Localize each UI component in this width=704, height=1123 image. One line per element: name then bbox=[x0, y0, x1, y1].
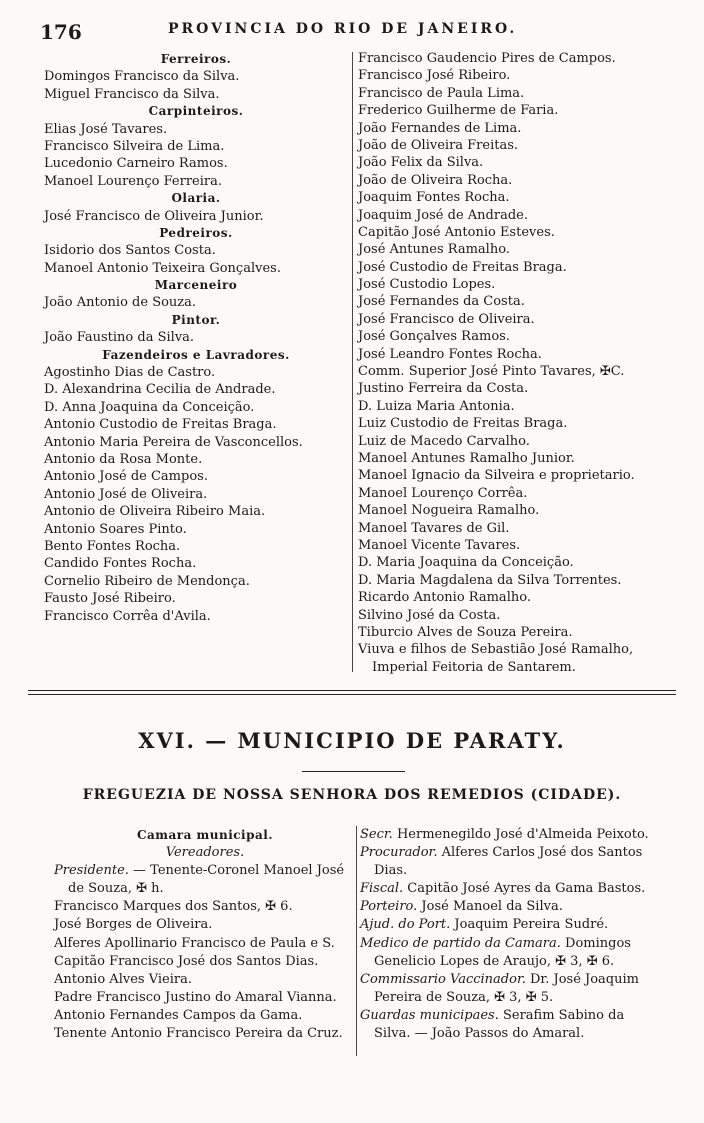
entry-label: Commissario Vaccinador. bbox=[360, 971, 526, 987]
labelled-entry bbox=[360, 916, 672, 934]
column-divider bbox=[352, 52, 353, 672]
list-item: Alferes Apollinario Francisco de Paula e S. bbox=[54, 935, 335, 951]
list-item: Antonio Fernandes Campos da Gama. bbox=[54, 1007, 303, 1023]
entry-continuation: Silva. — João Passos do Amaral. bbox=[374, 1026, 585, 1042]
list-item: Candido Fontes Rocha. bbox=[44, 556, 197, 572]
list-item: Antonio Alves Vieira. bbox=[54, 971, 192, 987]
section-heading: Carpinteiros. bbox=[148, 104, 244, 119]
list-item: José Borges de Oliveira. bbox=[54, 917, 213, 933]
list-item: Francisco Corrêa d'Avila. bbox=[44, 608, 211, 624]
entry-label: Porteiro. bbox=[360, 899, 418, 915]
entry-text: Capitão José Ayres da Gama Bastos. bbox=[403, 881, 646, 897]
labelled-entry bbox=[360, 880, 672, 898]
labelled-entry bbox=[360, 844, 672, 862]
entry-label: Ajud. do Port. bbox=[360, 917, 451, 933]
list-item: Elias José Tavares. bbox=[44, 121, 168, 137]
entry-label: Secr. bbox=[360, 827, 393, 842]
entry-continuation: Imperial Feitoria de Santarem. bbox=[372, 659, 576, 675]
list-item: João Felix da Silva. bbox=[358, 155, 484, 171]
list-item: João de Oliveira Freitas. bbox=[358, 137, 519, 153]
list-item: Manoel Lourenço Corrêa. bbox=[358, 485, 528, 501]
entry-label: Guardas municipaes. bbox=[360, 1007, 499, 1023]
list-item: Capitão Francisco José dos Santos Dias. bbox=[54, 953, 319, 969]
list-item: Joaquim Fontes Rocha. bbox=[358, 190, 510, 206]
list-item: Antonio Soares Pinto. bbox=[44, 521, 187, 537]
page-number: 176 bbox=[40, 20, 82, 44]
list-item: Fausto José Ribeiro. bbox=[44, 591, 176, 607]
list-item: José Fernandes da Costa. bbox=[358, 294, 525, 310]
list-item: José Custodio Lopes. bbox=[358, 277, 496, 293]
list-item: Manoel Nogueira Ramalho. bbox=[358, 503, 540, 519]
list-item: Capitão José Antonio Esteves. bbox=[358, 224, 555, 240]
list-item: Tiburcio Alves de Souza Pereira. bbox=[358, 624, 573, 640]
section-heading: Olaria. bbox=[171, 191, 221, 206]
entry-label: Medico de partido da Camara. bbox=[360, 935, 561, 951]
section-title: XVI. — MUNICIPIO DE PARATY. bbox=[138, 728, 566, 753]
list-item: Bento Fontes Rocha. bbox=[44, 538, 181, 554]
column-divider-lower bbox=[356, 826, 357, 1056]
entry-text: José Manoel da Silva. bbox=[417, 899, 563, 915]
list-item: Ricardo Antonio Ramalho. bbox=[358, 590, 531, 606]
list-item: Isidorio dos Santos Costa. bbox=[44, 243, 216, 259]
list-item: Manoel Antunes Ramalho Junior. bbox=[358, 450, 575, 466]
entry-text: Hermenegildo José d'Almeida Peixoto. bbox=[392, 827, 649, 842]
section-heading: Pedreiros. bbox=[159, 225, 233, 240]
council-left-column bbox=[54, 826, 356, 1043]
list-item: José Antunes Ramalho. bbox=[358, 242, 510, 258]
title-underline bbox=[302, 771, 405, 772]
list-item: D. Maria Magdalena da Silva Torrentes. bbox=[358, 572, 622, 588]
list-item: Antonio Custodio de Freitas Braga. bbox=[44, 417, 277, 433]
labelled-entry bbox=[360, 898, 672, 916]
entry-text: Alferes Carlos José dos Santos bbox=[437, 845, 643, 861]
list-item: Tenente Antonio Francisco Pereira da Cruz. bbox=[54, 1026, 343, 1042]
list-item: Antonio José de Oliveira. bbox=[44, 486, 208, 502]
list-item: D. Anna Joaquina da Conceição. bbox=[44, 399, 255, 415]
list-item: Francisco Gaudencio Pires de Campos. bbox=[358, 51, 616, 66]
list-item: José Francisco de Oliveira Junior. bbox=[44, 208, 264, 224]
entry-continuation: Pereira de Souza, ✠ 3, ✠ 5. bbox=[374, 989, 554, 1005]
section-heading: Marceneiro bbox=[154, 278, 238, 293]
list-item: Silvino José da Costa. bbox=[358, 607, 501, 623]
entry-label: Presidente. bbox=[54, 863, 129, 879]
entry-text: Joaquim Pereira Sudré. bbox=[450, 917, 609, 933]
list-item: João de Oliveira Rocha. bbox=[358, 172, 513, 188]
list-item: Francisco José Ribeiro. bbox=[358, 68, 511, 84]
list-item: João Faustino da Silva. bbox=[44, 330, 195, 346]
parish-heading: FREGUEZIA DE NOSSA SENHORA DOS REMEDIOS (CIDADE). bbox=[82, 787, 622, 803]
entry-text: Domingos bbox=[560, 935, 631, 951]
section-heading: Fazendeiros e Lavradores. bbox=[102, 347, 290, 362]
list-item: Lucedonio Carneiro Ramos. bbox=[44, 156, 228, 172]
list-item: Manoel Antonio Teixeira Gonçalves. bbox=[44, 260, 281, 276]
list-item: João Fernandes de Lima. bbox=[358, 120, 522, 136]
list-item: D. Luiza Maria Antonia. bbox=[358, 398, 515, 414]
list-item: D. Maria Joaquina da Conceição. bbox=[358, 555, 574, 571]
list-item: Antonio José de Campos. bbox=[44, 469, 208, 485]
list-item: Francisco Silveira de Lima. bbox=[44, 138, 225, 154]
list-item: Francisco Marques dos Santos, ✠ 6. bbox=[54, 899, 293, 915]
list-item: Manoel Lourenço Ferreira. bbox=[44, 173, 222, 189]
entry-text: Dr. José Joaquim bbox=[525, 971, 639, 987]
labelled-entry bbox=[54, 862, 356, 880]
list-item: Francisco de Paula Lima. bbox=[358, 85, 525, 101]
entry-text: — Tenente-Coronel Manoel José bbox=[128, 863, 345, 879]
list-item: Manoel Tavares de Gil. bbox=[358, 520, 510, 536]
list-item: Luiz de Macedo Carvalho. bbox=[358, 433, 530, 449]
entry-continuation: Dias. bbox=[374, 863, 408, 879]
list-item: Viuva e filhos de Sebastião José Ramalho, bbox=[358, 642, 634, 658]
sub-heading: Vereadores. bbox=[165, 845, 245, 861]
list-item: José Gonçalves Ramos. bbox=[358, 329, 510, 345]
entry-label: Fiscal. bbox=[360, 881, 404, 897]
entry-continuation: de Souza, ✠ h. bbox=[68, 881, 164, 897]
list-item: D. Alexandrina Cecilia de Andrade. bbox=[44, 382, 276, 398]
list-item: Justino Ferreira da Costa. bbox=[358, 381, 529, 397]
list-item: Frederico Guilherme de Faria. bbox=[358, 103, 559, 119]
running-head: PROVINCIA DO RIO DE JANEIRO. bbox=[168, 21, 518, 37]
list-item: Agostinho Dias de Castro. bbox=[44, 365, 216, 381]
list-item: Manoel Vicente Tavares. bbox=[358, 537, 521, 553]
entry-continuation: Genelicio Lopes de Araujo, ✠ 3, ✠ 6. bbox=[374, 953, 615, 969]
labelled-entry bbox=[360, 1007, 672, 1025]
labelled-entry bbox=[360, 826, 672, 844]
council-right-column bbox=[360, 826, 672, 1043]
labelled-entry bbox=[360, 935, 672, 953]
list-item: João Antonio de Souza. bbox=[44, 295, 197, 311]
entry-text: Serafim Sabino da bbox=[498, 1007, 625, 1023]
list-item: Cornelio Ribeiro de Mendonça. bbox=[44, 573, 250, 589]
list-item: José Francisco de Oliveira. bbox=[358, 311, 535, 327]
list-item: Padre Francisco Justino do Amaral Vianna. bbox=[54, 989, 337, 1005]
list-item: Antonio da Rosa Monte. bbox=[44, 451, 203, 467]
section-heading: Pintor. bbox=[171, 312, 221, 327]
list-item: Manoel Ignacio da Silveira e proprietario. bbox=[358, 468, 635, 484]
section-heading: Camara municipal. bbox=[136, 828, 274, 842]
section-heading: Ferreiros. bbox=[160, 52, 232, 66]
list-item: Luiz Custodio de Freitas Braga. bbox=[358, 416, 568, 432]
list-item: Joaquim José de Andrade. bbox=[358, 207, 528, 223]
list-item: Antonio Maria Pereira de Vasconcellos. bbox=[44, 434, 303, 450]
list-item: José Custodio de Freitas Braga. bbox=[358, 259, 567, 275]
entry-label: Procurador. bbox=[360, 845, 438, 861]
list-item: Domingos Francisco da Silva. bbox=[44, 69, 240, 85]
list-item: Comm. Superior José Pinto Tavares, ✠C. bbox=[358, 364, 625, 380]
section-rule bbox=[28, 690, 676, 695]
right-column bbox=[358, 50, 668, 676]
list-item: Antonio de Oliveira Ribeiro Maia. bbox=[44, 504, 266, 520]
list-item: José Leandro Fontes Rocha. bbox=[358, 346, 542, 362]
list-item: Miguel Francisco da Silva. bbox=[44, 86, 220, 102]
left-column bbox=[44, 51, 348, 625]
labelled-entry bbox=[360, 971, 672, 989]
